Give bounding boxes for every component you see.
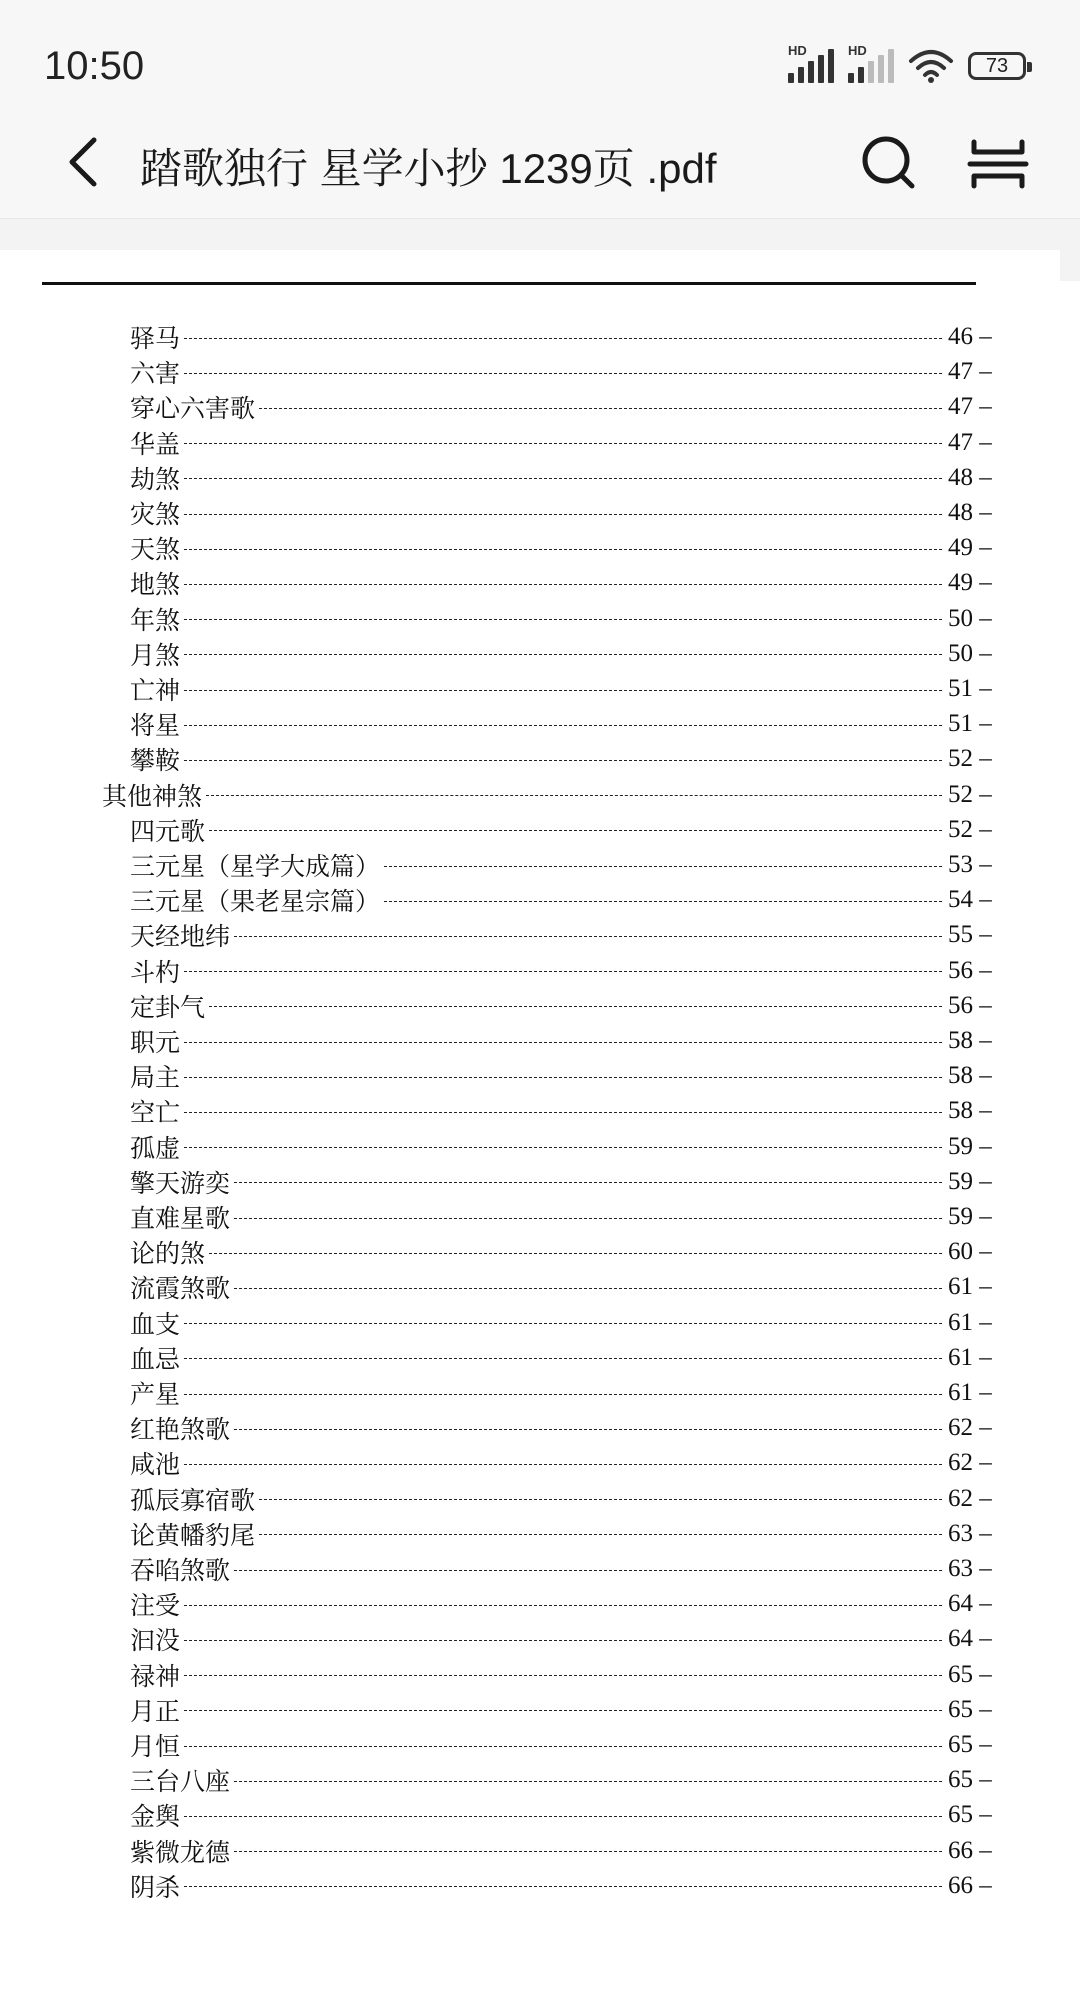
toc-entry[interactable] bbox=[0, 954, 1000, 988]
toc-leader bbox=[259, 1534, 942, 1535]
toc-entry-title: 亡神 bbox=[130, 678, 181, 705]
document-title: 踏歌独行 星学小抄 1239页 .pdf bbox=[140, 145, 717, 192]
toc-leader bbox=[184, 1605, 942, 1606]
toc-entry[interactable] bbox=[0, 989, 1000, 1023]
toc-entry-page: 60 – bbox=[948, 1238, 1000, 1266]
toc-entry[interactable] bbox=[0, 1587, 1000, 1621]
toc-entry[interactable] bbox=[0, 848, 1000, 882]
toc-leader bbox=[234, 1218, 942, 1219]
toc-entry[interactable] bbox=[0, 778, 1000, 812]
toc-entry-title: 月煞 bbox=[130, 642, 181, 670]
toc-entry-title: 论的煞 bbox=[130, 1241, 206, 1269]
title-bar bbox=[0, 110, 1080, 219]
toc-leader bbox=[184, 584, 942, 585]
toc-entry-title: 红艳煞歌 bbox=[130, 1417, 231, 1445]
toc-entry[interactable] bbox=[0, 320, 1000, 354]
toc-leader bbox=[209, 1253, 942, 1254]
toc-entry[interactable] bbox=[0, 1693, 1000, 1727]
toc-entry-title: 其他神煞 bbox=[102, 783, 203, 811]
toc-entry-page: 63 – bbox=[948, 1520, 1000, 1548]
toc-entry[interactable] bbox=[0, 1869, 1000, 1903]
toc-entry-page: 62 – bbox=[948, 1485, 1000, 1513]
toc-entry-page: 46 – bbox=[948, 323, 1000, 351]
toc-entry[interactable] bbox=[0, 1658, 1000, 1692]
toc-entry-title: 孤辰寡宿歌 bbox=[130, 1487, 256, 1515]
toc-entry[interactable] bbox=[0, 707, 1000, 741]
toc-leader bbox=[184, 1640, 942, 1641]
toc-entry-title: 吞啗煞歌 bbox=[130, 1558, 231, 1585]
toc-entry[interactable] bbox=[0, 1517, 1000, 1551]
toc-entry-title: 月恒 bbox=[130, 1734, 181, 1761]
toc-entry-page: 48 – bbox=[948, 499, 1000, 527]
toc-leader bbox=[184, 1323, 942, 1324]
battery-icon: 73 bbox=[968, 52, 1026, 80]
toc-leader bbox=[184, 514, 942, 515]
toc-entry[interactable] bbox=[0, 1411, 1000, 1445]
toc-leader bbox=[234, 1781, 942, 1782]
toc-entry-title: 论黄幡豹尾 bbox=[130, 1522, 256, 1550]
toc-entry[interactable] bbox=[0, 813, 1000, 847]
toc-entry-page: 59 – bbox=[948, 1203, 1000, 1231]
toc-entry[interactable] bbox=[0, 1200, 1000, 1234]
toc-leader bbox=[184, 478, 942, 479]
toc-entry-title: 斗杓 bbox=[130, 959, 181, 987]
toc-leader bbox=[184, 373, 942, 374]
toc-entry-page: 51 – bbox=[948, 675, 1000, 703]
toc-entry-title: 孤虚 bbox=[130, 1135, 181, 1163]
toc-entry-title: 禄神 bbox=[130, 1663, 181, 1691]
toc-entry-title: 擎天游奕 bbox=[130, 1170, 231, 1198]
toc-entry-page: 63 – bbox=[948, 1555, 1000, 1583]
toc-leader bbox=[234, 1851, 942, 1852]
toc-leader bbox=[184, 1464, 942, 1465]
toc-entry-page: 61 – bbox=[948, 1309, 1000, 1337]
toc-entry[interactable] bbox=[0, 1798, 1000, 1832]
toc-entry[interactable] bbox=[0, 918, 1000, 952]
toc-entry[interactable] bbox=[0, 390, 1000, 424]
toc-leader bbox=[234, 1570, 942, 1571]
toc-entry-page: 62 – bbox=[948, 1414, 1000, 1442]
toc-leader bbox=[184, 760, 942, 761]
toc-leader bbox=[184, 725, 942, 726]
search-icon[interactable] bbox=[856, 130, 920, 194]
toc-entry-title: 咸池 bbox=[130, 1452, 181, 1480]
toc-entry-title: 年煞 bbox=[130, 607, 181, 635]
toc-entry[interactable] bbox=[0, 1235, 1000, 1269]
toc-leader bbox=[184, 1675, 942, 1676]
toc-entry-page: 47 – bbox=[948, 358, 1000, 386]
header-rule bbox=[42, 282, 976, 285]
toc-entry-title: 三元星（星学大成篇） bbox=[130, 854, 381, 881]
toc-entry[interactable] bbox=[0, 1728, 1000, 1762]
toc-leader bbox=[184, 619, 942, 620]
toc-entry[interactable] bbox=[0, 426, 1000, 460]
toc-entry-title: 汩没 bbox=[130, 1628, 181, 1656]
toc-entry[interactable] bbox=[0, 1446, 1000, 1480]
toc-entry-page: 66 – bbox=[948, 1872, 1000, 1900]
toc-entry-page: 50 – bbox=[948, 605, 1000, 633]
toc-entry[interactable] bbox=[0, 355, 1000, 389]
toc-entry[interactable] bbox=[0, 1482, 1000, 1516]
toc-entry-page: 49 – bbox=[948, 534, 1000, 562]
toc-leader bbox=[206, 795, 942, 796]
toc-leader bbox=[184, 1816, 942, 1817]
toc-leader bbox=[184, 549, 942, 550]
toc-entry[interactable] bbox=[0, 1270, 1000, 1304]
toc-entry-page: 53 – bbox=[948, 851, 1000, 879]
toc-entry-title: 六害 bbox=[130, 361, 181, 389]
toc-entry-title: 穿心六害歌 bbox=[130, 396, 256, 424]
toc-leader bbox=[259, 408, 942, 409]
hd-label: HD bbox=[848, 43, 867, 58]
toc-entry-title: 紫微龙德 bbox=[130, 1839, 231, 1867]
toc-entry[interactable] bbox=[0, 461, 1000, 495]
toc-entry-page: 64 – bbox=[948, 1625, 1000, 1653]
toc-leader bbox=[234, 1288, 942, 1289]
toc-leader bbox=[234, 1429, 942, 1430]
status-time: 10:50 bbox=[44, 44, 145, 88]
toc-entry-page: 65 – bbox=[948, 1766, 1000, 1794]
pdf-page[interactable] bbox=[0, 250, 1060, 1995]
toc-leader bbox=[209, 1006, 942, 1007]
toc-entry-page: 52 – bbox=[948, 816, 1000, 844]
toc-entry-title: 职元 bbox=[130, 1030, 181, 1057]
toc-entry[interactable] bbox=[0, 496, 1000, 530]
toc-entry-page: 49 – bbox=[948, 569, 1000, 597]
toc-leader bbox=[184, 1147, 942, 1148]
toc-entry-title: 将星 bbox=[130, 713, 181, 741]
toc-entry-title: 灾煞 bbox=[130, 502, 181, 529]
toc-entry[interactable] bbox=[0, 1094, 1000, 1128]
toc-entry-page: 65 – bbox=[948, 1661, 1000, 1689]
toc-entry-page: 58 – bbox=[948, 1027, 1000, 1055]
toc-leader bbox=[184, 338, 942, 339]
toc-leader bbox=[184, 690, 942, 691]
toc-entry[interactable] bbox=[0, 1024, 1000, 1058]
toc-entry[interactable] bbox=[0, 742, 1000, 776]
toc-entry[interactable] bbox=[0, 883, 1000, 917]
toc-entry-title: 注受 bbox=[130, 1593, 181, 1621]
toc-entry-page: 62 – bbox=[948, 1449, 1000, 1477]
toc-leader bbox=[184, 1746, 942, 1747]
signal-icon bbox=[788, 43, 834, 83]
toc-entry-page: 50 – bbox=[948, 640, 1000, 668]
toc-entry-title: 直难星歌 bbox=[130, 1206, 231, 1233]
toc-entry-title: 驿马 bbox=[130, 326, 181, 353]
toc-entry-page: 55 – bbox=[948, 921, 1000, 949]
toc-entry-page: 65 – bbox=[948, 1801, 1000, 1829]
toc-entry[interactable] bbox=[0, 1834, 1000, 1868]
toc-leader bbox=[184, 1112, 942, 1113]
toc-entry[interactable] bbox=[0, 1059, 1000, 1093]
toc-entry-title: 月正 bbox=[130, 1698, 181, 1726]
toc-entry-title: 劫煞 bbox=[130, 466, 181, 494]
toc-entry-page: 48 – bbox=[948, 464, 1000, 492]
toc-entry-title: 阴杀 bbox=[130, 1874, 181, 1902]
toc-entry-page: 52 – bbox=[948, 745, 1000, 773]
toc-leader bbox=[184, 1886, 942, 1887]
toc-leader bbox=[184, 1358, 942, 1359]
toc-entry-title: 天煞 bbox=[130, 537, 181, 565]
toc-entry-page: 52 – bbox=[948, 781, 1000, 809]
toc-entry-page: 58 – bbox=[948, 1097, 1000, 1125]
status-bar bbox=[0, 0, 1080, 110]
back-arrow-icon[interactable] bbox=[58, 132, 118, 192]
toc-entry-page: 61 – bbox=[948, 1344, 1000, 1372]
toc-entry-page: 61 – bbox=[948, 1273, 1000, 1301]
toc-entry-page: 51 – bbox=[948, 710, 1000, 738]
toc-entry-page: 61 – bbox=[948, 1379, 1000, 1407]
hd-label: HD bbox=[788, 43, 807, 58]
toc-entry-page: 65 – bbox=[948, 1696, 1000, 1724]
toc-entry-page: 54 – bbox=[948, 886, 1000, 914]
toc-leader bbox=[259, 1499, 942, 1500]
toc-entry-page: 59 – bbox=[948, 1168, 1000, 1196]
toc-leader bbox=[384, 866, 942, 867]
toc-entry[interactable] bbox=[0, 531, 1000, 565]
toc-entry-title: 空亡 bbox=[130, 1100, 181, 1128]
toc-entry[interactable] bbox=[0, 637, 1000, 671]
toc-entry[interactable] bbox=[0, 1552, 1000, 1586]
toc-entry[interactable] bbox=[0, 1130, 1000, 1164]
toc-entry-title: 三元星（果老星宗篇） bbox=[130, 889, 381, 917]
toc-leader bbox=[234, 1182, 942, 1183]
menu-icon[interactable] bbox=[966, 130, 1030, 194]
toc-entry[interactable] bbox=[0, 1306, 1000, 1340]
toc-entry[interactable] bbox=[0, 1165, 1000, 1199]
toc-leader bbox=[184, 654, 942, 655]
toc-leader bbox=[209, 830, 942, 831]
toc-entry-page: 47 – bbox=[948, 429, 1000, 457]
toc-entry-title: 地煞 bbox=[130, 572, 181, 600]
toc-entry[interactable] bbox=[0, 1763, 1000, 1797]
wifi-icon bbox=[908, 49, 954, 83]
signal-icon bbox=[848, 43, 894, 83]
toc-leader bbox=[184, 1077, 942, 1078]
toc-entry[interactable] bbox=[0, 1341, 1000, 1375]
toc-entry-title: 三台八座 bbox=[130, 1769, 231, 1797]
toc-entry[interactable] bbox=[0, 1622, 1000, 1656]
toc-entry-title: 四元歌 bbox=[130, 818, 206, 846]
toc-entry-title: 局主 bbox=[130, 1065, 181, 1093]
toc-leader bbox=[184, 443, 942, 444]
toc-entry-title: 流霞煞歌 bbox=[130, 1276, 231, 1304]
toc-entry[interactable] bbox=[0, 566, 1000, 600]
toc-leader bbox=[234, 936, 942, 937]
toc-entry-page: 56 – bbox=[948, 957, 1000, 985]
toc-entry[interactable] bbox=[0, 1376, 1000, 1410]
toc-entry-page: 47 – bbox=[948, 393, 1000, 421]
toc-entry[interactable] bbox=[0, 602, 1000, 636]
toc-entry-title: 定卦气 bbox=[130, 994, 206, 1022]
toc-leader bbox=[184, 1710, 942, 1711]
toc-entry-page: 64 – bbox=[948, 1590, 1000, 1618]
status-icons bbox=[788, 43, 1026, 86]
toc-entry-page: 66 – bbox=[948, 1837, 1000, 1865]
toc-entry-page: 59 – bbox=[948, 1133, 1000, 1161]
toc-entry-title: 金舆 bbox=[130, 1804, 181, 1832]
toc-entry[interactable] bbox=[0, 672, 1000, 706]
toc-entry-title: 血忌 bbox=[130, 1346, 181, 1374]
toc-entry-title: 产星 bbox=[130, 1382, 181, 1409]
toc-leader bbox=[184, 1394, 942, 1395]
toc-entry-title: 血支 bbox=[130, 1311, 181, 1339]
toc-entry-page: 65 – bbox=[948, 1731, 1000, 1759]
toc-leader bbox=[184, 1042, 942, 1043]
toc-entry-page: 58 – bbox=[948, 1062, 1000, 1090]
toc-entry-page: 56 – bbox=[948, 992, 1000, 1020]
toc-entry-title: 攀鞍 bbox=[130, 748, 181, 776]
toc-leader bbox=[384, 901, 942, 902]
toc-entry-title: 天经地纬 bbox=[130, 924, 231, 952]
toc-entry-title: 华盖 bbox=[130, 431, 181, 459]
toc-leader bbox=[184, 971, 942, 972]
